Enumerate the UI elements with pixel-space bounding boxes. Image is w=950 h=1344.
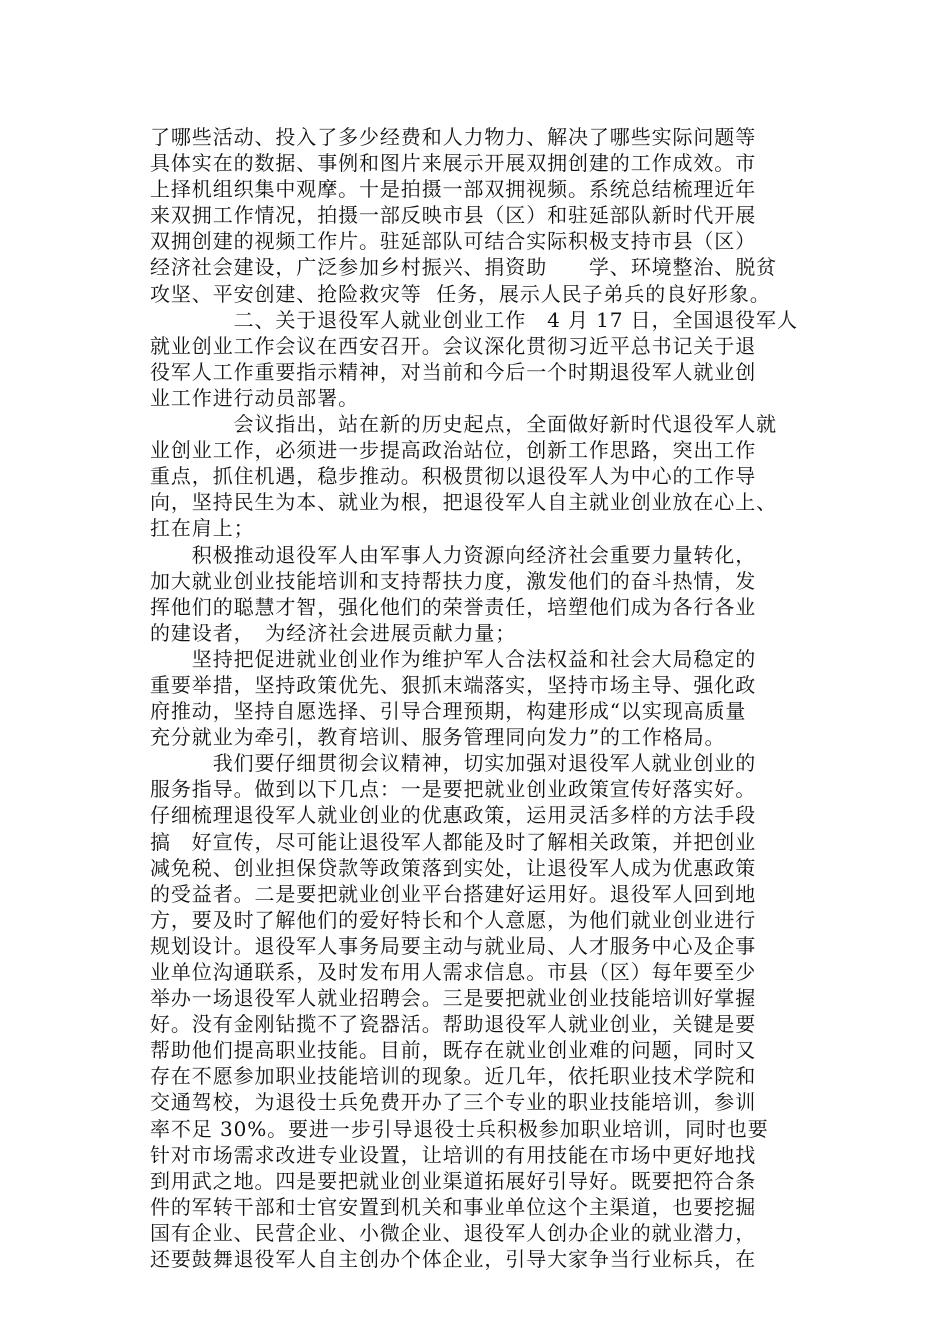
- text-line: 坚持把促进就业创业作为维护军人合法权益和社会大局稳定的: [150, 646, 757, 671]
- text-line: 双拥创建的视频工作片。驻延部队可结合实际积极支持市县（区）: [150, 229, 757, 254]
- text-line: 存在不愿参加职业技能培训的现象。近几年，依托职业技术学院和: [150, 1064, 757, 1089]
- text-line: 服务指导。做到以下几点：一是要把就业创业政策宣传好落实好。: [150, 777, 757, 802]
- text-line: 经济社会建设，广泛参加乡村振兴、捐资助 学、环境整治、脱贫: [150, 255, 777, 280]
- text-line: 积极推动退役军人由军事人力资源向经济社会重要力量转化，: [150, 542, 757, 567]
- body-text: [150, 124, 832, 1272]
- text-line: 好。没有金刚钻揽不了瓷器活。帮助退役军人就业创业，关键是要: [150, 1012, 757, 1037]
- text-line: 加大就业创业技能培训和支持帮扶力度，激发他们的奋斗热情，发: [150, 568, 757, 593]
- section-heading-line: 二、关于退役军人就业创业工作 4 月 17 日，全国退役军人: [150, 307, 798, 332]
- text-line: 我们要仔细贯彻会议精神，切实加强对退役军人就业创业的: [150, 751, 757, 776]
- text-line: 国有企业、民营企业、小微企业、退役军人创办企业的就业潜力，: [150, 1220, 757, 1245]
- text-line: 向，坚持民生为本、就业为根，把退役军人自主就业创业放在心上、: [150, 490, 777, 515]
- text-line: 重要举措，坚持政策优先、狠抓末端落实，坚持市场主导、强化政: [150, 672, 757, 697]
- text-line: 针对市场需求改进专业设置，让培训的有用技能在市场中更好地找: [150, 1142, 757, 1167]
- text-line: 重点，抓住机遇，稳步推动。积极贯彻以退役军人为中心的工作导: [150, 464, 757, 489]
- text-line: 的受益者。二是要把就业创业平台搭建好运用好。退役军人回到地: [150, 881, 757, 906]
- text-line: 仔细梳理退役军人就业创业的优惠政策，运用灵活多样的方法手段: [150, 803, 757, 828]
- text-line: 减免税、创业担保贷款等政策落到实处，让退役军人成为优惠政策: [150, 855, 757, 880]
- text-line: 方，要及时了解他们的爱好特长和个人意愿，为他们就业创业进行: [150, 907, 757, 932]
- text-line: 府推动，坚持自愿选择、引导合理预期，构建形成“以实现高质量: [150, 699, 747, 724]
- text-line: 就业创业工作会议在西安召开。会议深化贯彻习近平总书记关于退: [150, 333, 757, 358]
- text-line: 搞 好宣传，尽可能让退役军人都能及时了解相关政策，并把创业: [150, 829, 757, 854]
- text-line: 业工作进行动员部署。: [150, 385, 359, 410]
- text-line: 了哪些活动、投入了多少经费和人力物力、解决了哪些实际问题等: [150, 125, 757, 149]
- text-line: 到用武之地。四是要把就业创业渠道拓展好引导好。既要把符合条: [150, 1168, 757, 1193]
- text-line: 举办一场退役军人就业招聘会。三是要把就业创业技能培训好掌握: [150, 986, 757, 1011]
- text-line: 会议指出，站在新的历史起点，全面做好新时代退役军人就: [150, 412, 777, 437]
- text-line: 业创业工作，必须进一步提高政治站位，创新工作思路，突出工作: [150, 438, 757, 463]
- text-line: 业单位沟通联系，及时发布用人需求信息。市县（区）每年要至少: [150, 960, 757, 984]
- text-line: 帮助他们提高职业技能。目前，既存在就业创业难的问题，同时又: [150, 1038, 757, 1063]
- text-line: 攻坚、平安创建、抢险救灾等 任务，展示人民子弟兵的良好形象。: [150, 281, 771, 306]
- text-line: 件的军转干部和士官安置到机关和事业单位这个主渠道，也要挖掘: [150, 1194, 757, 1219]
- text-line: 充分就业为牵引，教育培训、服务管理同向发力”的工作格局。: [150, 725, 726, 750]
- text-line: 扛在肩上；: [150, 516, 255, 541]
- text-line: 上择机组织集中观摩。十是拍摄一部双拥视频。系统总结梳理近年: [150, 177, 757, 202]
- text-line: 挥他们的聪慧才智，强化他们的荣誉责任，培塑他们成为各行各业: [150, 594, 757, 619]
- text-line: 来双拥工作情况，拍摄一部反映市县（区）和驻延部队新时代开展: [150, 203, 757, 228]
- text-line: 规划设计。退役军人事务局要主动与就业局、人才服务中心及企事: [150, 933, 757, 958]
- text-line: 率不足 30%。要进一步引导退役士兵积极参加职业培训，同时也要: [150, 1116, 769, 1141]
- text-line: 交通驾校，为退役士兵免费开办了三个专业的职业技能培训，参训: [150, 1090, 757, 1115]
- text-line: 具体实在的数据、事例和图片来展示开展双拥创建的工作成效。市: [150, 151, 757, 176]
- text-line: 的建设者， 为经济社会进展贡献力量；: [150, 620, 517, 645]
- text-line: 役军人工作重要指示精神，对当前和今后一个时期退役军人就业创: [150, 359, 757, 384]
- text-line: 还要鼓舞退役军人自主创办个体企业，引导大家争当行业标兵，在: [150, 1247, 757, 1272]
